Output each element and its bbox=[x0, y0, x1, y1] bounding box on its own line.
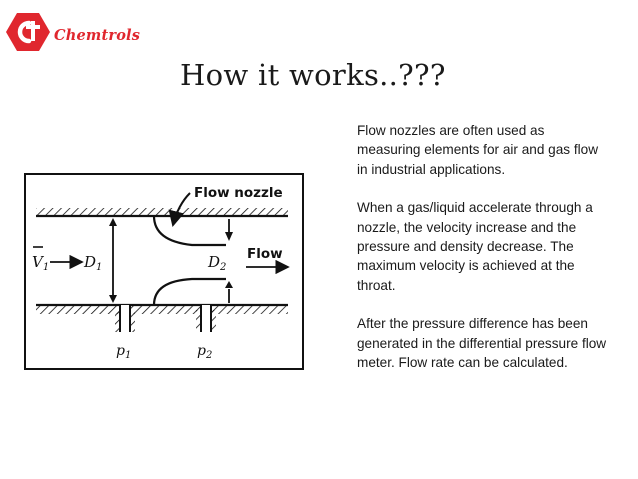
label-v1: V bbox=[32, 253, 43, 271]
chemtrols-logo-icon bbox=[6, 12, 50, 52]
pipe-wall-bottom bbox=[36, 306, 288, 314]
svg-text:D2 bbox=[207, 253, 226, 273]
nozzle-contour-top bbox=[154, 216, 226, 245]
svg-text:p1 bbox=[116, 343, 131, 361]
paragraph-calculation: After the pressure difference has been generated in the differential pressure flow meter. Flow rate can be calculated. bbox=[357, 316, 607, 371]
label-p2-subscript: 2 bbox=[205, 350, 213, 361]
paragraph-intro: Flow nozzles are often used as measuring elements for air and gas flow in industrial applications. bbox=[357, 123, 599, 177]
label-p1-subscript: 1 bbox=[124, 350, 132, 361]
brand-logo bbox=[6, 12, 156, 52]
label-d2-subscript: 2 bbox=[220, 262, 227, 273]
brand-name: Chemtrols bbox=[54, 27, 141, 44]
label-flow-nozzle: Flow nozzle bbox=[194, 185, 283, 201]
label-p1: p bbox=[116, 343, 125, 359]
label-d2: D bbox=[208, 253, 221, 271]
label-v1-subscript: 1 bbox=[42, 262, 50, 273]
description-text bbox=[357, 121, 607, 391]
label-p2: p bbox=[197, 343, 206, 359]
slide-title: How it works..??? bbox=[180, 58, 446, 92]
flow-nozzle-diagram bbox=[24, 173, 304, 370]
pipe-wall-top bbox=[36, 208, 288, 216]
svg-text:p2 bbox=[197, 343, 212, 361]
label-d1: D bbox=[84, 253, 97, 271]
svg-text:V1 bbox=[32, 253, 49, 273]
label-flow: Flow bbox=[247, 246, 283, 262]
label-d1-subscript: 1 bbox=[96, 262, 103, 273]
paragraph-principle: When a gas/liquid accelerate through a nozzle, the velocity increase and the pressure and density decrease. The maximum velocity is achieved at the throat. bbox=[357, 200, 593, 293]
nozzle-contour-bottom bbox=[154, 279, 226, 305]
svg-text:D1 bbox=[83, 253, 102, 273]
